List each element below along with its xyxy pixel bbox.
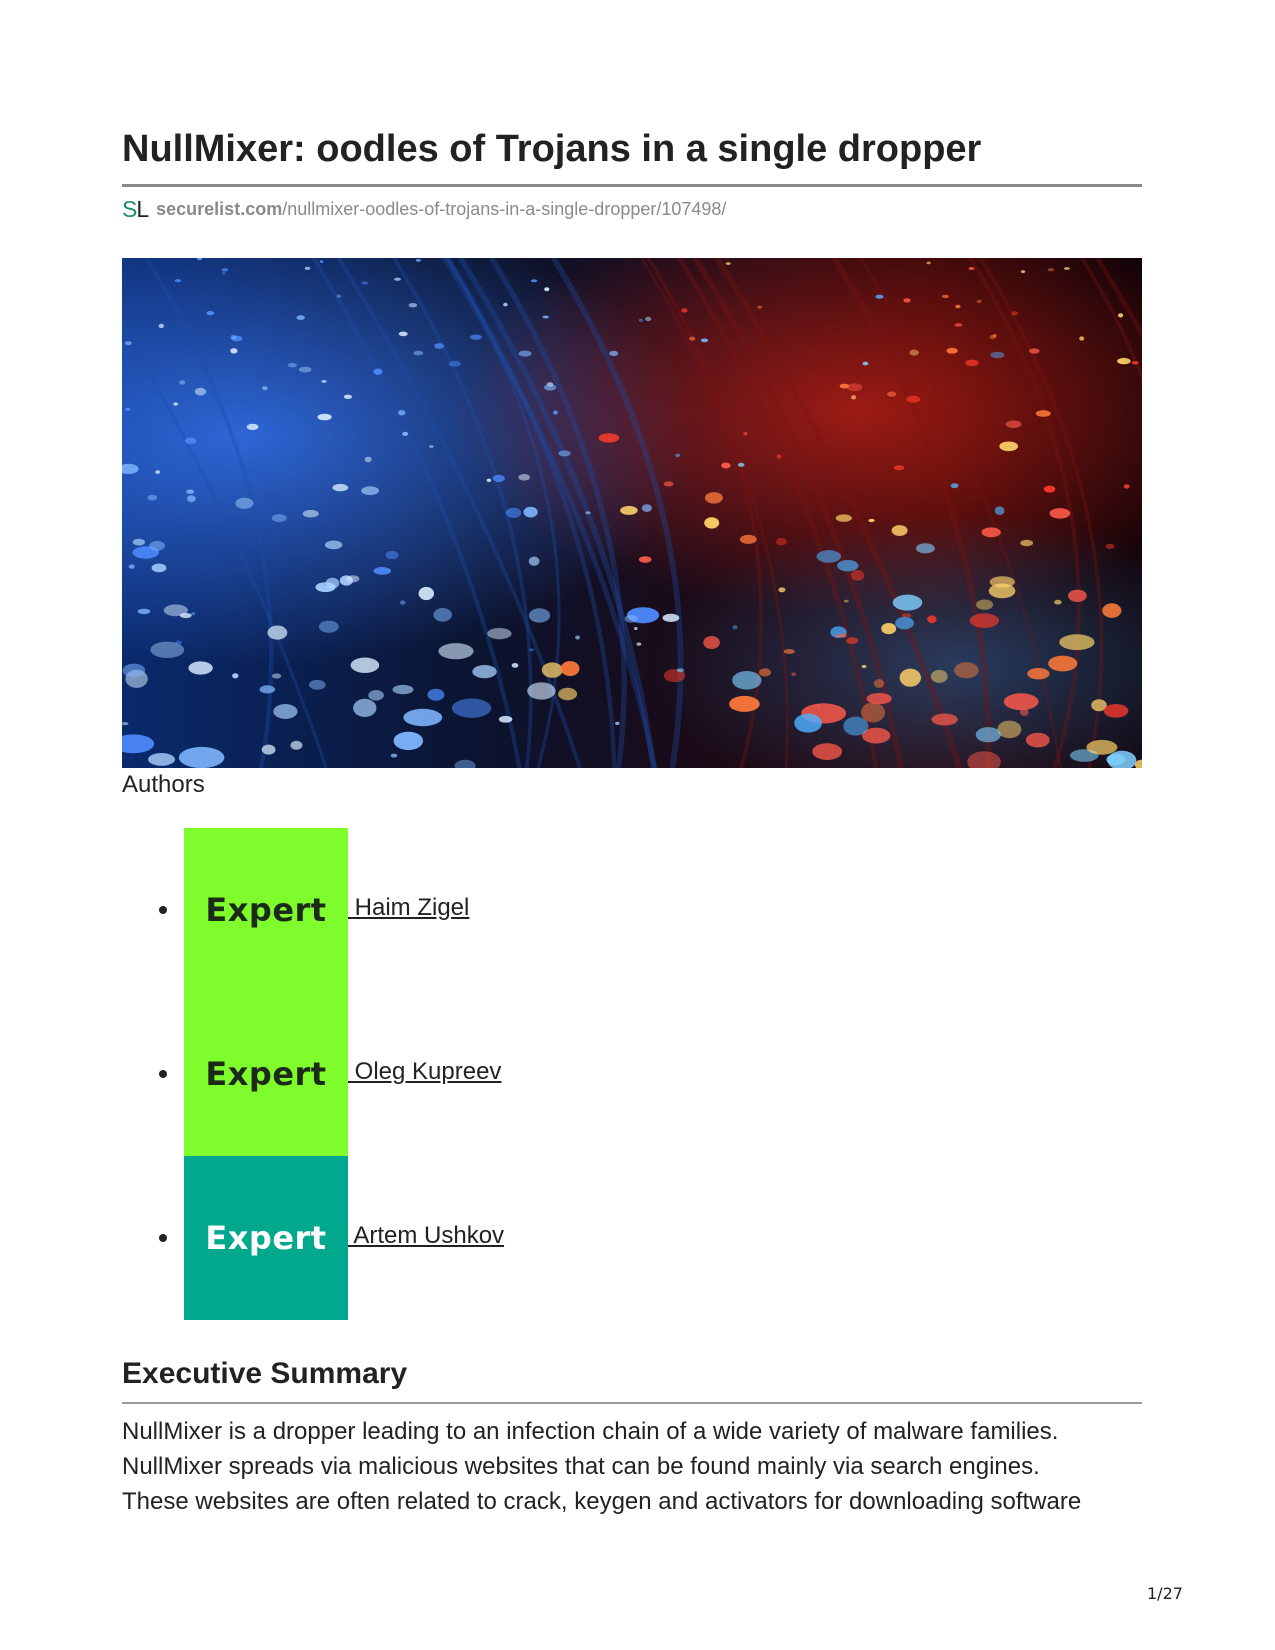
summary-line: NullMixer is a dropper leading to an infection chain of a wide variety of malware families. — [122, 1418, 1059, 1445]
author-link-oleg-kupreev[interactable]: Oleg Kupreev — [348, 1058, 502, 1085]
section-heading-executive-summary: Executive Summary — [122, 1357, 408, 1390]
securelist-logo-icon: SL — [122, 196, 149, 222]
bullet-icon — [159, 1234, 167, 1242]
hero-image — [122, 258, 1142, 768]
expert-badge[interactable]: Expert — [184, 1156, 348, 1320]
authors-label: Authors — [122, 771, 205, 798]
summary-line: NullMixer spreads via malicious websites that can be found mainly via search engines. — [122, 1453, 1040, 1480]
source-domain[interactable]: securelist.com — [156, 198, 283, 219]
bullet-icon — [159, 906, 167, 914]
summary-line: These websites are often related to crack, keygen and activators for downloading software — [122, 1488, 1082, 1515]
section-divider — [122, 1402, 1142, 1404]
author-item — [0, 1156, 800, 1320]
expert-badge[interactable]: Expert — [184, 828, 348, 992]
bullet-icon — [159, 1070, 167, 1078]
article-title: NullMixer: oodles of Trojans in a single dropper — [122, 128, 982, 170]
author-link-haim-zigel[interactable]: Haim Zigel — [348, 894, 470, 921]
title-divider — [122, 184, 1142, 187]
source-url[interactable] — [122, 196, 726, 222]
author-item — [0, 992, 800, 1156]
summary-paragraph — [122, 1414, 1152, 1519]
source-path[interactable]: /nullmixer-oodles-of-trojans-in-a-single-dropper/107498/ — [282, 198, 727, 219]
expert-badge[interactable]: Expert — [184, 992, 348, 1156]
author-item — [0, 828, 800, 992]
author-link-artem-ushkov[interactable]: Artem Ushkov — [348, 1222, 505, 1249]
page-number: 1/27 — [1147, 1584, 1183, 1603]
